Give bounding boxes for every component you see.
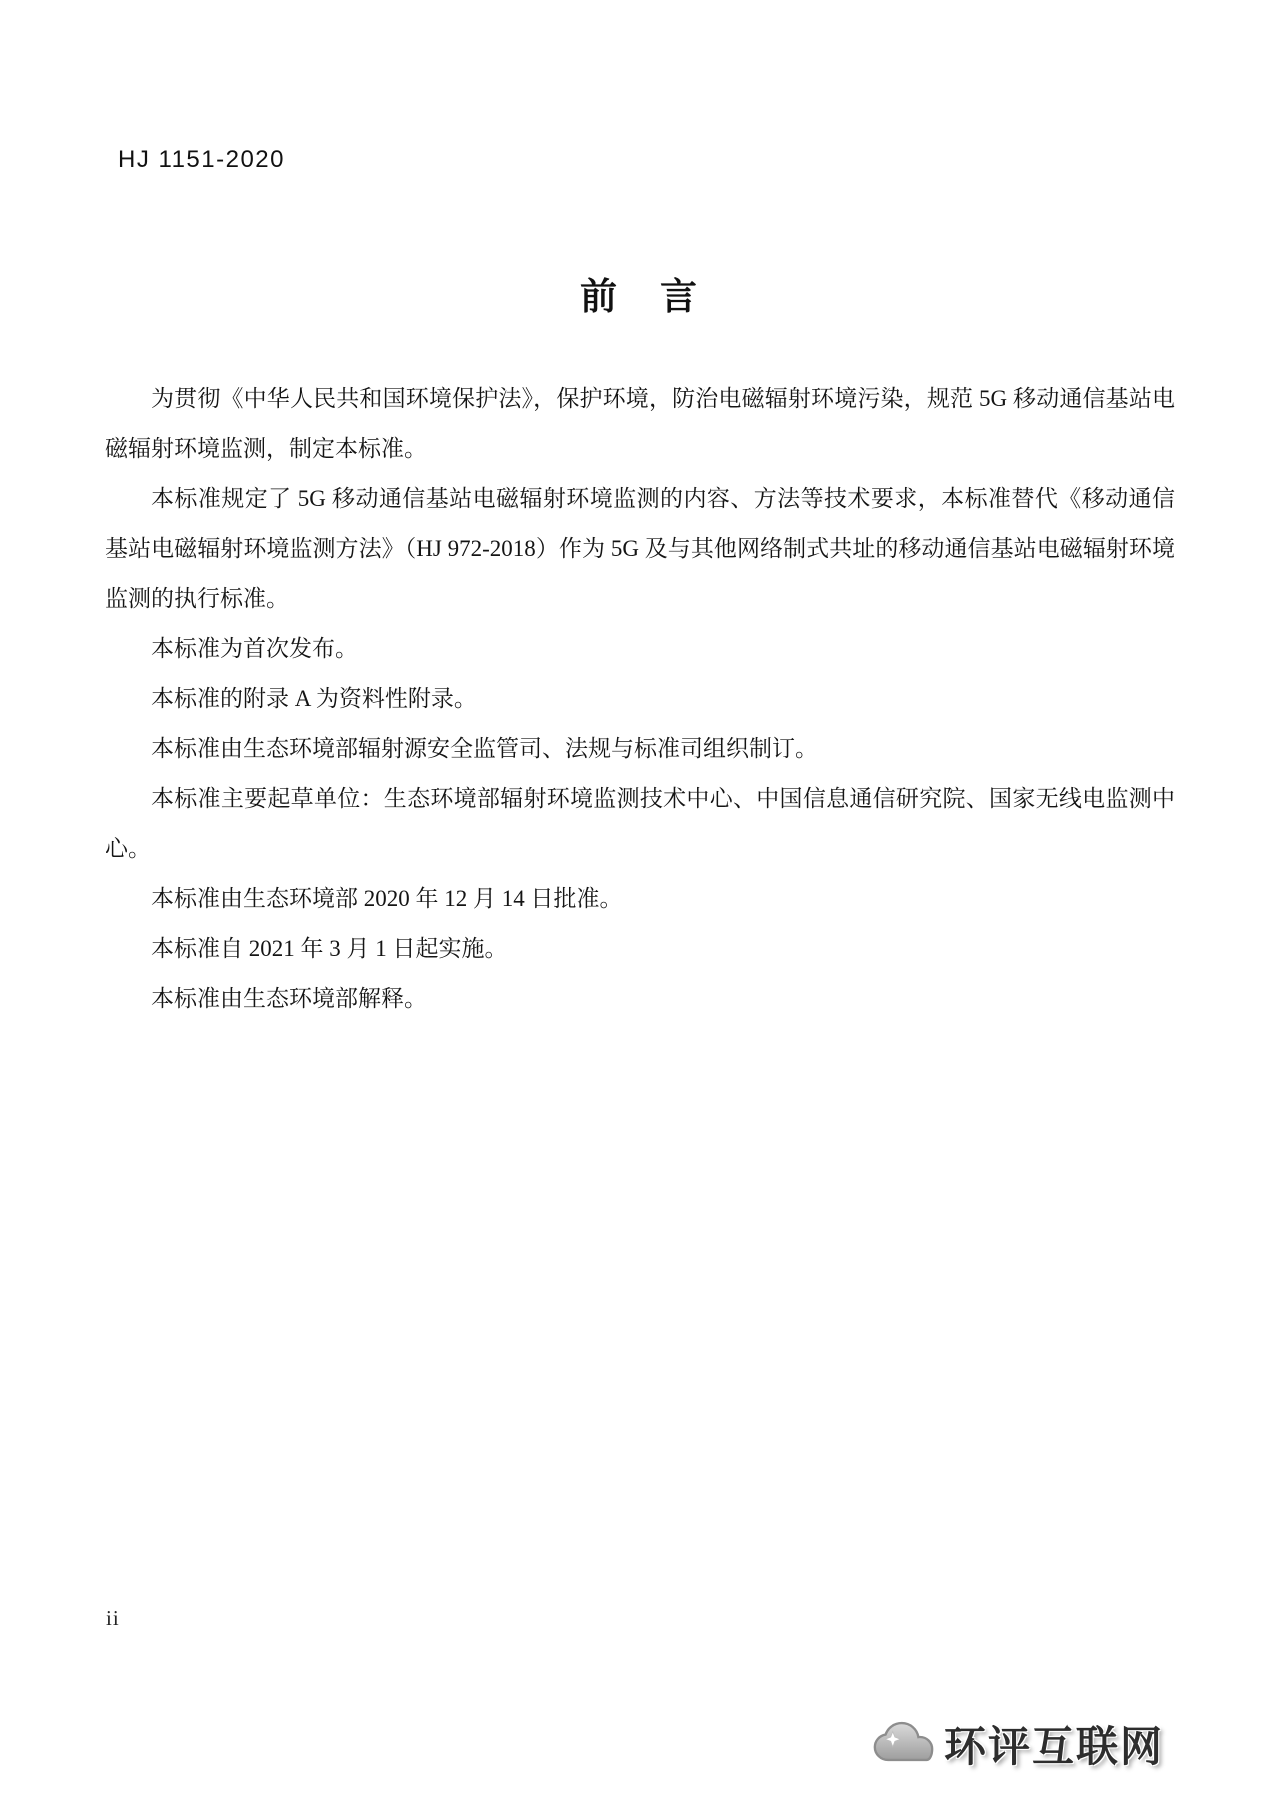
watermark-text: 环评互联网	[944, 1723, 1165, 1770]
paragraph: 本标准由生态环境部 2020 年 12 月 14 日批准。	[151, 886, 623, 911]
paragraph: 本标准自 2021 年 3 月 1 日起实施。	[151, 936, 508, 961]
paragraph: 本标准由生态环境部辐射源安全监管司、法规与标准司组织制订。	[151, 736, 818, 761]
cloud-icon	[872, 1718, 940, 1771]
paragraph: 本标准由生态环境部解释。	[151, 986, 427, 1011]
paragraph: 本标准的附录 A 为资料性附录。	[151, 686, 477, 711]
watermark-logo	[872, 1714, 1164, 1774]
foreword-body	[105, 374, 1175, 1024]
paragraph: 本标准规定了 5G 移动通信基站电磁辐射环境监测的内容、方法等技术要求，本标准替代《移动通信基站电磁辐射环境监测方法》（HJ 972-2018）作为 5G 及与其他网络制式共址的移动通信基站电磁辐射环境监测的执行标准。	[105, 486, 1175, 611]
paragraph: 本标准为首次发布。	[151, 636, 358, 661]
standard-number: HJ 1151-2020	[118, 146, 285, 173]
paragraph: 为贯彻《中华人民共和国环境保护法》，保护环境，防治电磁辐射环境污染，规范 5G 移动通信基站电磁辐射环境监测，制定本标准。	[105, 386, 1175, 461]
page-number: ii	[106, 1606, 120, 1630]
paragraph: 本标准主要起草单位：生态环境部辐射环境监测技术中心、中国信息通信研究院、国家无线电监测中心。	[105, 786, 1175, 861]
page-title: 前 言	[580, 276, 700, 317]
